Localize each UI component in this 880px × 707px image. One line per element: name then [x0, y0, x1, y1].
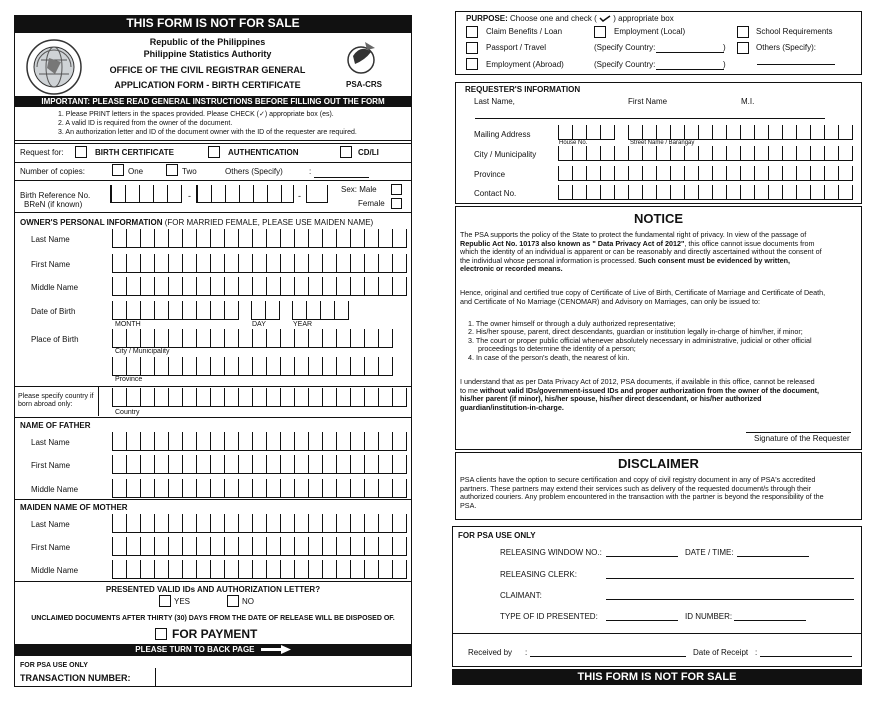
- request-for-label: Request for:: [20, 148, 64, 157]
- purpose-label: PURPOSE:: [466, 14, 508, 23]
- presented-yes-label: YES: [174, 597, 191, 606]
- employment-local-checkbox[interactable]: [594, 26, 606, 38]
- female-checkbox[interactable]: [391, 198, 402, 209]
- owner-heading-note: (FOR MARRIED FEMALE, PLEASE USE MAIDEN NAME): [164, 218, 374, 227]
- presented-yes-checkbox[interactable]: [159, 595, 171, 607]
- date-receipt-input[interactable]: [760, 656, 852, 657]
- notice-p1-line-b: Republic Act No. 10173 also known as " Data Privacy Act of 2012", this office cannot issue documents from: [460, 238, 815, 248]
- bren-input-a[interactable]: [110, 185, 182, 203]
- father-middle-name-label: Middle Name: [31, 485, 79, 494]
- notice-paragraph-1: [460, 231, 856, 274]
- mother-last-name-label: Last Name: [31, 520, 70, 529]
- notice-p2-line-a: Hence, original and certified true copy of Certificate of Live of Birth, Certificate of Marriage and Certificate of Death,: [460, 288, 826, 297]
- header-line4: APPLICATION FORM - BIRTH CERTIFICATE: [114, 80, 301, 90]
- requester-first-name-label: First Name: [628, 97, 668, 106]
- notice-p1-line-e: the individual whose personal information is processed. Such consent must be evidenced by written,: [460, 255, 790, 265]
- notice-title: NOTICE: [633, 211, 684, 226]
- others-purpose-checkbox[interactable]: [737, 42, 749, 54]
- date-time-input[interactable]: [737, 556, 809, 557]
- owner-first-name-input[interactable]: [112, 254, 407, 273]
- one-copy-checkbox[interactable]: [112, 164, 124, 176]
- employment-local-label: Employment (Local): [614, 27, 686, 36]
- father-middle-name-input[interactable]: [112, 479, 407, 498]
- turn-page-bar: [14, 644, 412, 656]
- month-label: MONTH: [115, 321, 141, 328]
- claimant-input[interactable]: [606, 599, 854, 600]
- requester-mi-label: M.I.: [741, 97, 755, 106]
- releasing-clerk-label: RELEASING CLERK:: [500, 570, 577, 579]
- owner-last-name-input[interactable]: [112, 229, 407, 248]
- city-municipality-label: City / Municipality: [474, 150, 537, 159]
- purpose-instruction-text: Choose one and check (: [510, 14, 597, 23]
- passport-country-input[interactable]: [656, 52, 724, 53]
- authentication-checkbox[interactable]: [208, 146, 220, 158]
- notice-list-item: 1. The owner himself or through a duly authorized representative;: [468, 319, 676, 328]
- country-note-1: Please specify country if: [18, 393, 94, 400]
- others-copies-label: Others (Specify): [225, 167, 283, 176]
- disclaimer-line: PSA clients have the option to secure certification and copy of civil registry document in any of PSA's accredited: [460, 475, 816, 484]
- owner-heading-text: OWNER'S PERSONAL INFORMATION: [20, 218, 163, 227]
- date-receipt-colon: :: [755, 648, 758, 657]
- passport-specify-country: (Specify Country:: [594, 43, 656, 52]
- disclaimer-line: authorized couriers. Any problem encountered in the transaction with the partner is beyond the responsibility of the: [460, 492, 824, 502]
- mailing-address-label: Mailing Address: [474, 130, 531, 139]
- two-copies-label: Two: [182, 167, 197, 176]
- bren-label-2: BReN (if known): [24, 200, 83, 209]
- school-requirements-checkbox[interactable]: [737, 26, 749, 38]
- instruction-1: 1. Please PRINT letters in the spaces provided. Please CHECK (✓) appropriate box (es).: [58, 111, 334, 118]
- cdli-checkbox[interactable]: [340, 146, 352, 158]
- notice-list-item: 3. The court or proper public official whenever absolutely necessary in administrative, judicial or other official: [468, 335, 812, 345]
- disclaimer-line: partners. These partners may extend their services such as delivery of the requested document/s through their: [460, 483, 812, 493]
- dob-year-input[interactable]: [292, 301, 349, 320]
- requester-name-input[interactable]: [475, 118, 825, 119]
- mother-last-name-input[interactable]: [112, 514, 407, 533]
- others-copies-input[interactable]: [314, 177, 369, 178]
- claim-benefits-label: Claim Benefits / Loan: [486, 27, 563, 36]
- instruction-3: 3. An authorization letter and ID of the document owner with the ID of the requester are required.: [58, 129, 357, 136]
- releasing-window-input[interactable]: [606, 556, 678, 557]
- notice-p1-line-g: electronic or recorded means.: [460, 264, 563, 274]
- school-requirements-label: School Requirements: [756, 27, 833, 36]
- cdli-label: CD/LI: [358, 148, 379, 157]
- requester-province-input[interactable]: [558, 166, 853, 181]
- notice-paragraph-2: [460, 289, 856, 306]
- notice-p3-line-a: I understand that as per Data Privacy Act of 2012, PSA documents, if available in this office, cannot be released: [460, 377, 815, 386]
- birth-certificate-label: BIRTH CERTIFICATE: [95, 148, 174, 157]
- mother-middle-name-label: Middle Name: [31, 566, 79, 575]
- year-label: YEAR: [293, 321, 313, 328]
- father-first-name-input[interactable]: [112, 455, 407, 474]
- employment-abroad-label: Employment (Abroad): [486, 60, 564, 69]
- psa-crs-logo-icon: [345, 38, 379, 78]
- requester-city-input[interactable]: [558, 146, 853, 161]
- city-label: City / Municipality: [115, 348, 170, 355]
- right-bottom-banner: THIS FORM IS NOT FOR SALE: [452, 669, 862, 685]
- street-label: Street Name / Barangay: [630, 140, 695, 146]
- disclaimer-title: DISCLAIMER: [618, 456, 699, 471]
- dob-day-input[interactable]: [251, 301, 280, 320]
- birth-certificate-checkbox[interactable]: [75, 146, 87, 158]
- owner-first-name-label: First Name: [31, 260, 71, 269]
- notice-p1-line-d: which the identity of an individual is apparent or can be reasonably and directly ascertained without the consent of: [460, 247, 822, 257]
- notice-list-item: 2. His/her spouse, parent, direct descendants, guardian or institution legally in-charge of him/her, if minor;: [468, 327, 803, 337]
- owner-middle-name-label: Middle Name: [31, 283, 79, 292]
- country-label: Country: [115, 409, 140, 416]
- abroad-country-input[interactable]: [656, 69, 724, 70]
- house-no-label: House No.: [559, 140, 588, 146]
- important-bar: IMPORTANT: PLEASE READ GENERAL INSTRUCTIONS BEFORE FILLING OUT THE FORM: [14, 96, 412, 107]
- purpose-instruction-end: ) appropriate box: [613, 14, 674, 23]
- father-first-name-label: First Name: [31, 461, 71, 470]
- others-purpose-input[interactable]: [757, 64, 835, 65]
- place-of-birth-label: Place of Birth: [31, 335, 79, 344]
- notice-p3-line-d: his/her parent (if minor), his/her spouse, his/her direct descendant, or his/her authorized: [460, 394, 762, 404]
- requester-last-name-label: Last Name,: [474, 97, 515, 106]
- one-copy-label: One: [128, 167, 144, 176]
- checkmark-icon: [599, 15, 611, 22]
- female-label: Female: [358, 199, 385, 208]
- signature-label: Signature of the Requester: [754, 434, 850, 443]
- father-heading: NAME OF FATHER: [20, 421, 91, 430]
- others-copies-colon: :: [309, 167, 312, 176]
- date-time-label: DATE / TIME:: [685, 548, 734, 557]
- received-by-colon: :: [525, 648, 528, 657]
- notice-list-item: 4. In case of the person's death, the nearest of kin.: [468, 352, 630, 362]
- notice-p3-line-b: to me without valid IDs/government-issued IDs and proper authorization from the owner of the document,: [460, 385, 820, 395]
- purpose-instruction: [466, 15, 674, 23]
- requester-province-label: Province: [474, 170, 506, 179]
- mother-heading: MAIDEN NAME OF MOTHER: [20, 503, 128, 512]
- left-psa-use-only: FOR PSA USE ONLY: [20, 662, 88, 669]
- notice-p3-line-e: guardian/institution-in-charge.: [460, 402, 564, 412]
- owner-heading: [20, 219, 373, 227]
- abroad-specify-country: (Specify Country:: [594, 60, 656, 69]
- passport-travel-label: Passport / Travel: [486, 43, 547, 52]
- claim-benefits-checkbox[interactable]: [466, 26, 478, 38]
- header-line2: Philippine Statistics Authority: [143, 49, 272, 59]
- signature-line[interactable]: [746, 432, 851, 433]
- passport-travel-checkbox[interactable]: [466, 42, 478, 54]
- psa-crs-label: PSA-CRS: [346, 80, 383, 89]
- claimant-label: CLAIMANT:: [500, 591, 542, 600]
- received-by-input[interactable]: [530, 656, 686, 657]
- presented-ids-question: PRESENTED VALID IDs AND AUTHORIZATION LETTER?: [105, 585, 321, 594]
- instruction-2: 2. A valid ID is required from the owner of the document.: [58, 120, 233, 127]
- for-payment-label: FOR PAYMENT: [172, 627, 258, 641]
- employment-abroad-checkbox[interactable]: [466, 58, 478, 70]
- header-line1: Republic of the Philippines: [149, 37, 266, 47]
- bren-label-1: Birth Reference No.: [20, 191, 91, 200]
- notice-paragraph-3: [460, 378, 856, 412]
- mother-middle-name-input[interactable]: [112, 560, 407, 579]
- street-barangay-input[interactable]: [628, 125, 853, 140]
- contact-no-label: Contact No.: [474, 189, 517, 198]
- presented-no-label: NO: [242, 597, 254, 606]
- birth-province-input[interactable]: [112, 357, 393, 376]
- releasing-clerk-input[interactable]: [606, 578, 854, 579]
- header-line3: OFFICE OF THE CIVIL REGISTRAR GENERAL: [109, 65, 306, 75]
- father-last-name-label: Last Name: [31, 438, 70, 447]
- turn-page-text: PLEASE TURN TO BACK PAGE: [135, 645, 255, 654]
- bren-input-b[interactable]: [196, 185, 294, 203]
- releasing-window-label: RELEASING WINDOW NO.:: [500, 548, 602, 557]
- sex-male-label: Sex: Male: [341, 185, 377, 194]
- country-note-2: born abroad only:: [18, 401, 73, 408]
- requester-heading: REQUESTER'S INFORMATION: [465, 85, 581, 94]
- arrow-right-icon: [261, 645, 291, 654]
- psa-use-heading: FOR PSA USE ONLY: [458, 531, 536, 540]
- notice-list-item: proceedings to determine the identity of a person;: [468, 344, 636, 354]
- two-copies-checkbox[interactable]: [166, 164, 178, 176]
- notice-list: [468, 320, 858, 362]
- unclaimed-notice: UNCLAIMED DOCUMENTS AFTER THIRTY (30) DAYS FROM THE DATE OF RELEASE WILL BE DISPOSED OF.: [31, 615, 395, 622]
- transaction-number-label: TRANSACTION NUMBER:: [20, 673, 131, 683]
- day-label: DAY: [252, 321, 266, 328]
- mother-first-name-input[interactable]: [112, 537, 407, 556]
- owner-last-name-label: Last Name: [31, 235, 70, 244]
- id-type-input[interactable]: [606, 620, 678, 621]
- id-number-label: ID NUMBER:: [685, 612, 733, 621]
- contact-no-input[interactable]: [558, 185, 853, 200]
- disclaimer-line: PSA.: [460, 500, 477, 510]
- id-number-input[interactable]: [734, 620, 806, 621]
- id-type-label: TYPE OF ID PRESENTED:: [500, 612, 598, 621]
- dob-month-input[interactable]: [112, 301, 239, 320]
- father-last-name-input[interactable]: [112, 432, 407, 451]
- house-no-input[interactable]: [558, 125, 615, 140]
- presented-no-checkbox[interactable]: [227, 595, 239, 607]
- psa-seal-logo: [25, 38, 83, 96]
- disclaimer-text: [460, 476, 856, 510]
- date-receipt-label: Date of Receipt: [693, 648, 749, 657]
- notice-p1-line-a: The PSA supports the policy of the State to protect the fundamental right of privacy. In view of the passage of: [460, 230, 807, 239]
- others-purpose-label: Others (Specify):: [756, 43, 817, 52]
- birth-city-input[interactable]: [112, 329, 393, 348]
- for-payment-checkbox[interactable]: [155, 628, 167, 640]
- province-label: Province: [115, 376, 143, 383]
- left-top-banner: THIS FORM IS NOT FOR SALE: [14, 15, 412, 32]
- received-by-label: Received by: [468, 648, 513, 657]
- date-of-birth-label: Date of Birth: [31, 307, 76, 316]
- mother-first-name-label: First Name: [31, 543, 71, 552]
- birth-country-input[interactable]: [112, 388, 407, 407]
- bren-input-c[interactable]: [306, 185, 328, 203]
- notice-p2-line-b: and Certificate of No Marriage (CENOMAR) and Advisory on Marriages, can only be issued to:: [460, 296, 761, 306]
- owner-middle-name-input[interactable]: [112, 277, 407, 296]
- male-checkbox[interactable]: [391, 184, 402, 195]
- copies-label: Number of copies:: [20, 167, 85, 176]
- authentication-label: AUTHENTICATION: [228, 148, 299, 157]
